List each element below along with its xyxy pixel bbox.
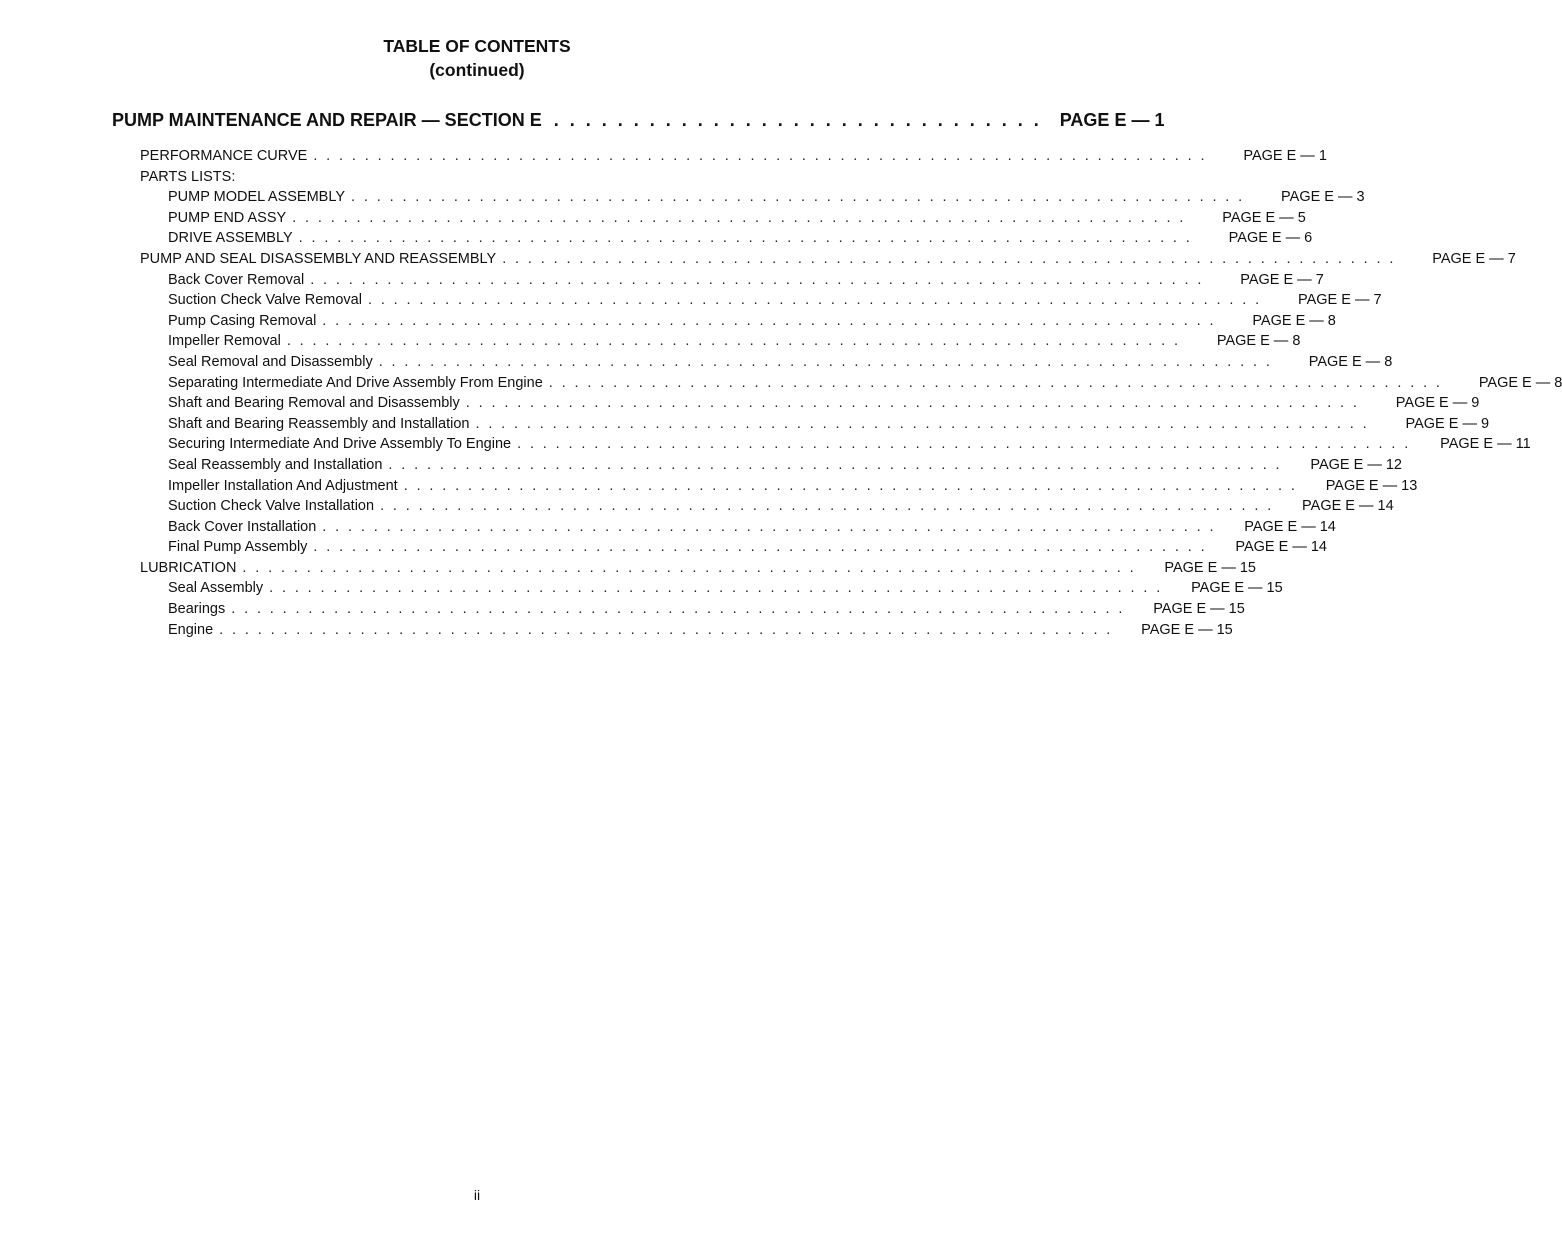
page-title: TABLE OF CONTENTS [383,36,571,56]
dot-leader: . . . . . . . . . . . . . . . . . . . . . . . . . . . . . . . . . . . . . . . . . . . . . . . . . . . . . . . . . . . . . . . . . . . . . . [219,621,1113,638]
toc-entry[interactable] [140,415,1490,437]
toc-entry-page-ref: PAGE E — 11 [1440,436,1531,453]
dot-leader: . . . . . . . . . . . . . . . . . . . . . . . . . . . . . . . . . . . . . . . . . . . . . . . . . . . . . . . . . . . . . . . . . . . . . . [380,498,1274,515]
toc-entry[interactable] [140,518,1336,540]
toc-entry[interactable] [140,580,1283,601]
dot-leader: . . . . . . . . . . . . . . . . . . . . . . . . . . . . . . . . . . . . . . . . . . . . . . . . . . . . . . . . . . . . . . . . . . . . . . [465,395,1360,412]
toc-entry-label: DRIVE ASSEMBLY [168,230,293,247]
toc-entry-label: PUMP AND SEAL DISASSEMBLY AND REASSEMBLY [140,250,497,267]
dot-leader: . . . . . . . . . . . . . . . . . . . . . . . . . . . . . . . . . . . . . . . . . . . . . . . . . . . . . . . . . . . . . . . . . . . . . . [292,209,1186,226]
toc-entry-page-ref: PAGE E — 5 [1222,209,1306,226]
toc-entry[interactable] [140,148,1327,169]
toc-entry[interactable] [140,477,1418,499]
toc-entry-label: Impeller Removal [168,333,281,350]
toc-entry-page-ref: PAGE E — 15 [1153,601,1245,618]
toc-entry-label: Impeller Installation And Adjustment [168,477,398,494]
toc-entry-label: Separating Intermediate And Drive Assembly From Engine [168,374,543,391]
toc-entry-page-ref: PAGE E — 3 [1281,189,1365,206]
toc-entry[interactable] [140,271,1324,293]
dot-leader: . . . . . . . . . . . . . . . . . . . . . . . . . . . . . . . . . . . . . . . . . . . . . . . . . . . . . . . . . . . . . . . . . . . . . . [298,230,1193,247]
toc-entry-page-ref: PAGE E — 7 [1240,271,1324,288]
toc-entry[interactable] [140,374,1562,396]
toc-entry[interactable] [140,395,1480,416]
toc-entry[interactable] [140,292,1382,313]
toc-entry-page-ref: PAGE E — 7 [1298,292,1382,309]
toc-entry[interactable] [140,209,1306,231]
dot-leader: . . . . . . . . . . . . . . . . . . . . . . . . . . . . . . . . . . . . . . . . . . . . . . . . . . . . . . . . . . . . . . . . . . . . . . [388,456,1282,473]
toc-entry-label: PERFORMANCE CURVE [140,148,308,164]
dot-leader: . . . . . . . . . . . . . . . . . . . . . . . . . . . . . . . . . . . . . . . . . . . . . . . . . . . . . . . . . . . . . . . . . . . . . . [310,271,1204,288]
dot-leader: . . . . . . . . . . . . . . . . . . . . . . . . . . . . . . . . . . . . . . . . . . . . . . . . . . . . . . . . . . . . . . . . . . . . . . [269,580,1163,597]
toc-entry-page-ref: PAGE E — 14 [1235,539,1327,556]
dot-leader: . . . . . . . . . . . . . . . . . . . . . . . . . . . . . . . . . . . . . . . . . . . . . . . . . . . . . . . . . . . . . . . . . . . . . . [475,415,1370,432]
toc-entry-label: Shaft and Bearing Reassembly and Installation [168,415,470,432]
toc-entry-page-ref: PAGE E — 13 [1325,477,1418,494]
toc-entry-label: Suction Check Valve Removal [168,292,362,309]
toc-entry-label: PARTS LISTS: [140,168,236,185]
section-title: PUMP MAINTENANCE AND REPAIR — SECTION E [112,109,542,130]
toc-entry[interactable] [140,250,1516,272]
toc-entry-page-ref: PAGE E — 8 [1252,312,1336,329]
toc-entry[interactable] [140,539,1327,560]
toc-entry-page-ref: PAGE E — 14 [1244,518,1336,535]
page-number: ii [473,1187,481,1203]
section-heading-row[interactable] [112,107,1165,133]
toc-entry-label: Final Pump Assembly [168,539,308,556]
dot-leader: . . . . . . . . . . . . . . . . . . . . . . . . . . . . . . . . . . . . . . . . . . . . . . . . . . . . . . . . . . . . . . . . . . . . . . [322,312,1216,329]
toc-entry-label: Seal Removal and Disassembly [168,353,373,370]
toc-entry[interactable] [140,456,1402,478]
dot-leader: . . . . . . . . . . . . . . . . . . . . . . . . . . . . . . . . . . . . . . . . . . . . . . . . . . . . . . . . . . . . . . . . . . . . . . [313,148,1207,164]
toc-entry[interactable] [140,559,1256,581]
toc-entry[interactable] [140,601,1245,622]
toc-entry-page-ref: PAGE E — 14 [1302,498,1394,515]
dot-leader: . . . . . . . . . . . . . . . . . . . . . . . . . . . . . . . . . . . . . . . . . . . . . . . . . . . . . . . . . . . . . . . . . . . . . . [367,292,1262,309]
toc-entry-page-ref: PAGE E — 9 [1395,395,1480,412]
toc-entry-page-ref: PAGE E — 15 [1141,621,1233,638]
toc-entry-label: PUMP MODEL ASSEMBLY [168,189,346,206]
toc-entry-list [140,148,1562,642]
dot-leader: . . . . . . . . . . . . . . . . . . . . . . . . . . . . . . . . . . . . . . . . . . . . . . . . . . . . . . . . . . . . . . . . . . . . . . [313,539,1207,556]
toc-entry-label: Suction Check Valve Installation [168,498,375,515]
dot-leader: . . . . . . . . . . . . . . . . . . . . . . . . . . . . . . . . . . . . . . . . . . . . . . . . . . . . . . . . . . . . . . . . . . . . . . [242,559,1136,576]
toc-entry[interactable] [140,312,1336,334]
toc-entry-page-ref: PAGE E — 12 [1310,456,1402,473]
toc-entry-label: Shaft and Bearing Removal and Disassembly [168,395,460,412]
dot-leader: . . . . . . . . . . . . . . . . . . . . . . . . . . . . . . . . . . . . . . . . . . . . . . . . . . . . . . . . . . . . . . . . . . . . . . [351,189,1245,206]
toc-entry-label: Engine [168,621,214,638]
toc-entry[interactable] [140,621,1233,643]
toc-entry-label: Securing Intermediate And Drive Assembly To Engine [168,436,512,453]
toc-entry-page-ref: PAGE E — 8 [1216,333,1301,350]
toc-entry-page-ref: PAGE E — 15 [1191,580,1283,597]
toc-entry-page-ref: PAGE E — 1 [1243,148,1327,164]
toc-entry-page-ref: PAGE E — 8 [1478,374,1562,391]
toc-entry-label: PUMP END ASSY [168,209,287,226]
toc-entry-label: Back Cover Removal [168,271,305,288]
section-page-ref: PAGE E — 1 [1059,109,1165,130]
toc-entry-label: Back Cover Installation [168,518,317,535]
section-dot-leader: . . . . . . . . . . . . . . . . . . . . . . . . . . . . . . . [553,109,1042,130]
toc-entry[interactable] [140,230,1313,251]
toc-entry-label: Bearings [168,601,226,618]
toc-heading [0,34,954,82]
dot-leader: . . . . . . . . . . . . . . . . . . . . . . . . . . . . . . . . . . . . . . . . . . . . . . . . . . . . . . . . . . . . . . . . . . . . . . [403,477,1298,494]
dot-leader: . . . . . . . . . . . . . . . . . . . . . . . . . . . . . . . . . . . . . . . . . . . . . . . . . . . . . . . . . . . . . . . . . . . . . . [502,250,1396,267]
toc-entry-page-ref: PAGE E — 6 [1228,230,1313,247]
toc-entry[interactable] [140,498,1394,519]
toc-entry[interactable] [140,353,1393,375]
dot-leader: . . . . . . . . . . . . . . . . . . . . . . . . . . . . . . . . . . . . . . . . . . . . . . . . . . . . . . . . . . . . . . . . . . . . . . [286,333,1181,350]
toc-entry[interactable] [140,333,1301,354]
toc-entry-label: Pump Casing Removal [168,312,317,329]
toc-entry-page-ref: PAGE E — 8 [1308,353,1393,370]
toc-entry [140,169,842,190]
toc-entry-page-ref: PAGE E — 15 [1164,559,1256,576]
dot-leader: . . . . . . . . . . . . . . . . . . . . . . . . . . . . . . . . . . . . . . . . . . . . . . . . . . . . . . . . . . . . . . . . . . . . . . [322,518,1216,535]
dot-leader: . . . . . . . . . . . . . . . . . . . . . . . . . . . . . . . . . . . . . . . . . . . . . . . . . . . . . . . . . . . . . . . . . . . . . . [517,436,1411,453]
dot-leader: . . . . . . . . . . . . . . . . . . . . . . . . . . . . . . . . . . . . . . . . . . . . . . . . . . . . . . . . . . . . . . . . . . . . . . [378,353,1273,370]
toc-entry-page-ref: PAGE E — 9 [1405,415,1490,432]
toc-entry[interactable] [140,189,1365,210]
page-subtitle: (continued) [429,60,525,80]
toc-entry-label: Seal Reassembly and Installation [168,456,383,473]
toc-entry-label: Seal Assembly [168,580,264,597]
toc-entry-label: LUBRICATION [140,559,237,576]
dot-leader: . . . . . . . . . . . . . . . . . . . . . . . . . . . . . . . . . . . . . . . . . . . . . . . . . . . . . . . . . . . . . . . . . . . . . . [548,374,1443,391]
toc-entry-page-ref: PAGE E — 7 [1432,250,1516,267]
toc-entry[interactable] [140,436,1531,457]
dot-leader: . . . . . . . . . . . . . . . . . . . . . . . . . . . . . . . . . . . . . . . . . . . . . . . . . . . . . . . . . . . . . . . . . . . . . . [231,601,1125,618]
